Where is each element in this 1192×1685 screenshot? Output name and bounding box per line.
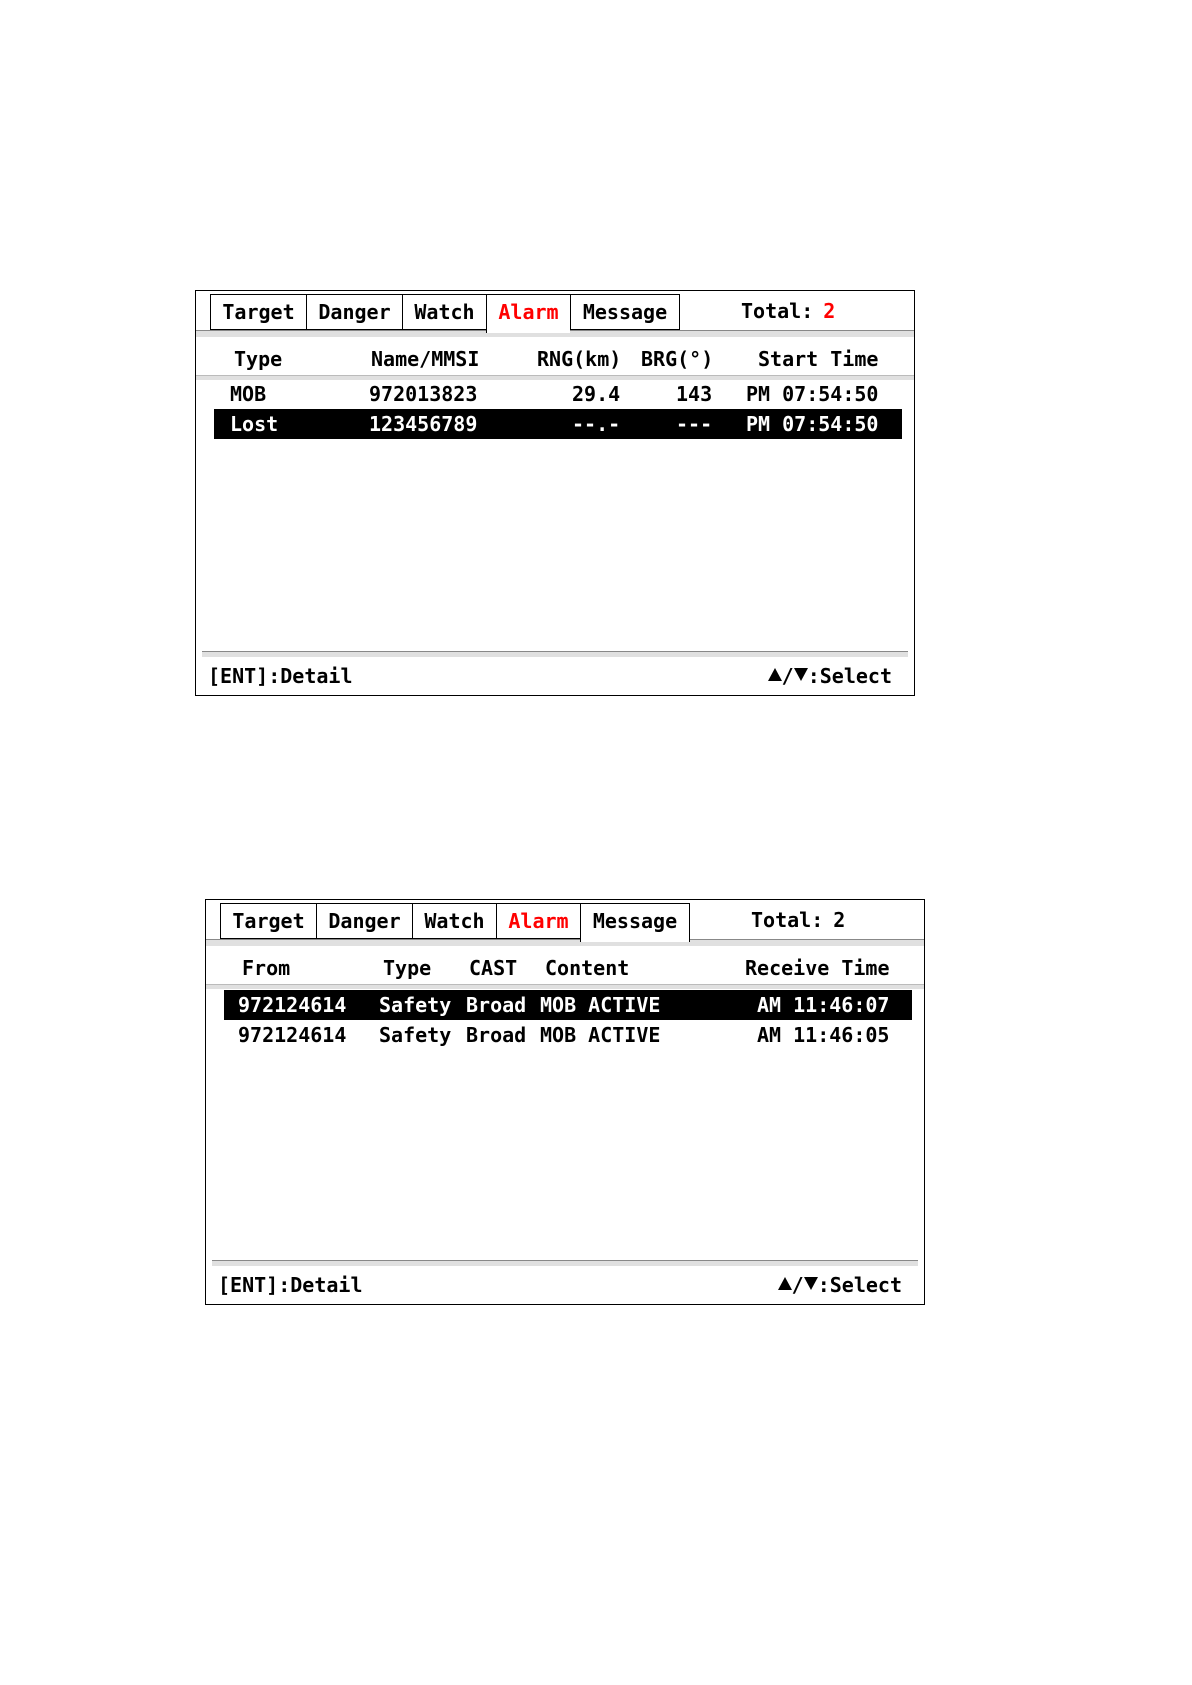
col-bearing: BRG(°) xyxy=(641,347,714,371)
down-arrow-icon xyxy=(804,1277,818,1290)
total-label: Total: xyxy=(751,908,824,932)
cell-range: --.- xyxy=(572,412,621,436)
tab-message[interactable]: Message xyxy=(580,903,690,942)
tab-bar xyxy=(210,294,680,330)
table-row[interactable] xyxy=(224,1020,912,1050)
enter-detail-hint: [ENT]:Detail xyxy=(208,664,353,688)
table-row[interactable] xyxy=(214,379,902,409)
cell-cast: Broad xyxy=(466,1023,527,1047)
enter-detail-hint: [ENT]:Detail xyxy=(218,1273,363,1297)
cell-name: 972013823 xyxy=(369,382,478,406)
cell-time: AM 11:46:07 xyxy=(757,993,890,1017)
tab-target[interactable]: Target xyxy=(210,294,306,330)
tab-alarm[interactable]: Alarm xyxy=(486,294,570,333)
cell-range: 29.4 xyxy=(572,382,621,406)
table-row-selected[interactable] xyxy=(224,990,912,1020)
tab-alarm[interactable]: Alarm xyxy=(496,903,580,939)
footer-rule xyxy=(202,651,908,657)
tab-target[interactable]: Target xyxy=(220,903,316,939)
tab-watch[interactable]: Watch xyxy=(412,903,496,939)
up-arrow-icon xyxy=(768,668,782,681)
cell-from: 972124614 xyxy=(238,993,347,1017)
tab-message[interactable]: Message xyxy=(570,294,680,330)
total-value: 2 xyxy=(833,908,846,932)
up-arrow-icon xyxy=(778,1277,792,1290)
cell-time: PM 07:54:50 xyxy=(746,412,879,436)
total-label: Total: xyxy=(741,299,814,323)
total-count xyxy=(741,299,835,323)
down-arrow-icon xyxy=(794,668,808,681)
col-content: Content xyxy=(545,956,630,980)
table-row-selected[interactable] xyxy=(214,409,902,439)
tab-danger[interactable]: Danger xyxy=(306,294,402,330)
header-rule xyxy=(206,984,924,989)
col-name-mmsi: Name/MMSI xyxy=(371,347,480,371)
cell-type: MOB xyxy=(230,382,267,406)
cell-bearing: --- xyxy=(676,412,713,436)
cell-cast: Broad xyxy=(466,993,527,1017)
cell-type: Lost xyxy=(230,412,279,436)
tab-bar xyxy=(220,903,690,939)
total-count xyxy=(751,908,845,932)
col-from: From xyxy=(242,956,291,980)
cell-content: MOB ACTIVE xyxy=(540,993,661,1017)
cell-time: AM 11:46:05 xyxy=(757,1023,890,1047)
total-value: 2 xyxy=(823,299,836,323)
tab-divider xyxy=(206,939,924,946)
col-range: RNG(km) xyxy=(537,347,622,371)
cell-bearing: 143 xyxy=(676,382,713,406)
col-cast: CAST xyxy=(469,956,518,980)
select-hint: / :Select xyxy=(778,1273,902,1297)
select-hint: / :Select xyxy=(768,664,892,688)
col-receive-time: Receive Time xyxy=(745,956,890,980)
cell-name: 123456789 xyxy=(369,412,478,436)
select-hint-label: :Select xyxy=(807,664,892,688)
message-list-panel xyxy=(205,899,925,1305)
tab-danger[interactable]: Danger xyxy=(316,903,412,939)
col-type: Type xyxy=(383,956,432,980)
col-type: Type xyxy=(234,347,283,371)
cell-content: MOB ACTIVE xyxy=(540,1023,661,1047)
cell-type: Safety xyxy=(379,993,452,1017)
footer-rule xyxy=(212,1260,918,1266)
cell-from: 972124614 xyxy=(238,1023,347,1047)
cell-time: PM 07:54:50 xyxy=(746,382,879,406)
cell-type: Safety xyxy=(379,1023,452,1047)
col-start-time: Start Time xyxy=(758,347,879,371)
alarm-list-panel xyxy=(195,290,915,696)
select-hint-label: :Select xyxy=(817,1273,902,1297)
tab-watch[interactable]: Watch xyxy=(402,294,486,330)
